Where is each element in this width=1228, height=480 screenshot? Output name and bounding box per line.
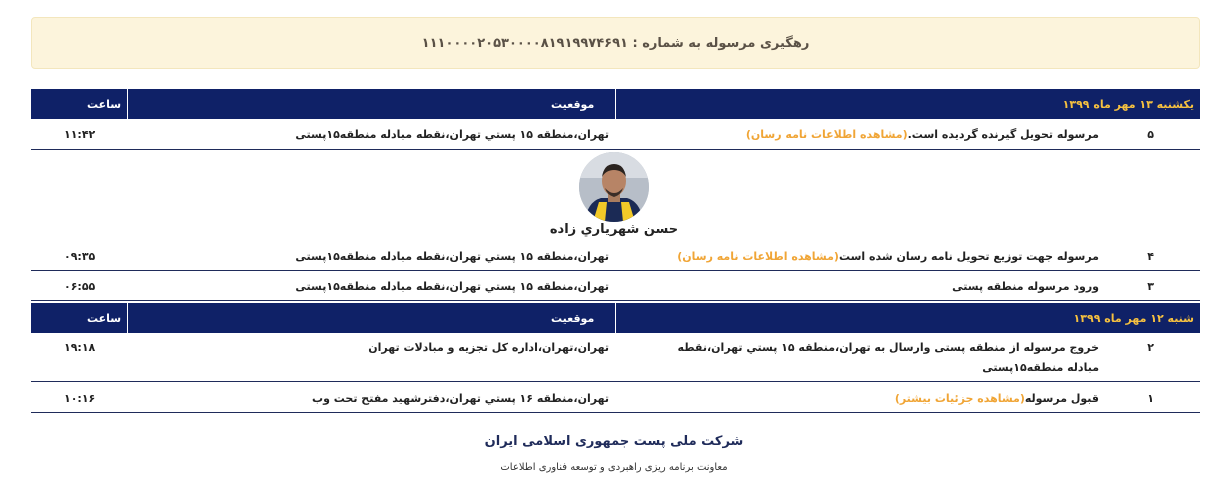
table-row: [31, 272, 1200, 301]
header-divider: [127, 303, 128, 333]
event-time: ۰۹:۳۵: [64, 250, 96, 263]
group-date: یکشنبه ۱۳ مهر ماه ۱۳۹۹: [1062, 97, 1194, 111]
table-row: [31, 384, 1200, 413]
event-description: ورود مرسوله منطقه پستی: [952, 280, 1099, 293]
event-number: ۵: [1147, 128, 1154, 141]
group-date: شنبه ۱۲ مهر ماه ۱۳۹۹: [1073, 311, 1194, 325]
event-time: ۱۰:۱۶: [64, 392, 96, 405]
event-description: [677, 247, 1099, 267]
column-location: موقعیت: [551, 97, 595, 111]
event-description: خروج مرسوله از منطقه پستی وارسال به تهران،منطقه ۱۵ پستي تهران،نقطه مبادله منطقه۱۵پستی: [677, 341, 1099, 374]
event-location: تهران،منطقه ۱۵ پستي تهران،نقطه مبادله منطقه۱۵پستی: [295, 280, 609, 293]
event-time: ۱۱:۴۲: [64, 128, 96, 141]
footer-company-name: شرکت ملی پست جمهوری اسلامی ایران: [484, 434, 744, 449]
event-number: ۴: [1147, 250, 1154, 263]
event-description-text: مرسوله تحویل گیرنده گردیده است.: [907, 128, 1099, 141]
event-time: ۰۶:۵۵: [64, 280, 96, 293]
header-divider: [127, 89, 128, 119]
event-number: ۲: [1147, 341, 1154, 354]
event-time: ۱۹:۱۸: [64, 341, 96, 354]
courier-name: حسن شهرياري زاده: [549, 222, 679, 237]
view-courier-info-link[interactable]: (مشاهده اطلاعات نامه رسان): [677, 250, 839, 263]
event-description-text: مرسوله جهت توزیع تحویل نامه رسان شده است: [838, 250, 1099, 263]
table-row: [31, 243, 1200, 271]
event-location: تهران،منطقه ۱۵ پستي تهران،نقطه مبادله منطقه۱۵پستی: [295, 250, 609, 263]
event-description: [746, 125, 1099, 145]
event-description: [895, 389, 1099, 409]
tracking-title: رهگیری مرسوله به شماره : ۱۱۱۰۰۰۰۲۰۵۳۰۰۰۰۸۱۹۱۹۹۷۴۶۹۱: [421, 35, 810, 51]
view-courier-info-link[interactable]: (مشاهده اطلاعات نامه رسان): [745, 128, 908, 141]
column-location: موقعیت: [551, 311, 595, 325]
footer-department: معاونت برنامه ریزی راهبردی و توسعه فناوری اطلاعات: [500, 462, 728, 473]
header-divider: [615, 303, 616, 333]
column-time: ساعت: [87, 311, 122, 325]
header-divider: [615, 89, 616, 119]
event-location: تهران،منطقه ۱۶ پستي تهران،دفترشهید مفتح تحت وب: [312, 392, 609, 405]
column-time: ساعت: [87, 97, 122, 111]
event-description-text: قبول مرسوله: [1024, 392, 1099, 405]
event-number: ۳: [1147, 280, 1154, 293]
group-header-1: [31, 89, 1200, 119]
event-location: تهران،تهران،اداره کل تجزیه و مبادلات تهران: [368, 341, 609, 354]
event-location: تهران،منطقه ۱۵ پستي تهران،نقطه مبادله منطقه۱۵پستی: [295, 128, 609, 141]
group-header-2: [31, 303, 1200, 333]
event-number: ۱: [1147, 392, 1154, 405]
table-row: [31, 335, 1200, 382]
table-row: [31, 121, 1200, 150]
tracking-banner: [31, 17, 1200, 69]
view-more-details-link[interactable]: (مشاهده جزئیات بیشتر): [894, 392, 1025, 405]
courier-photo-icon: [579, 152, 649, 222]
